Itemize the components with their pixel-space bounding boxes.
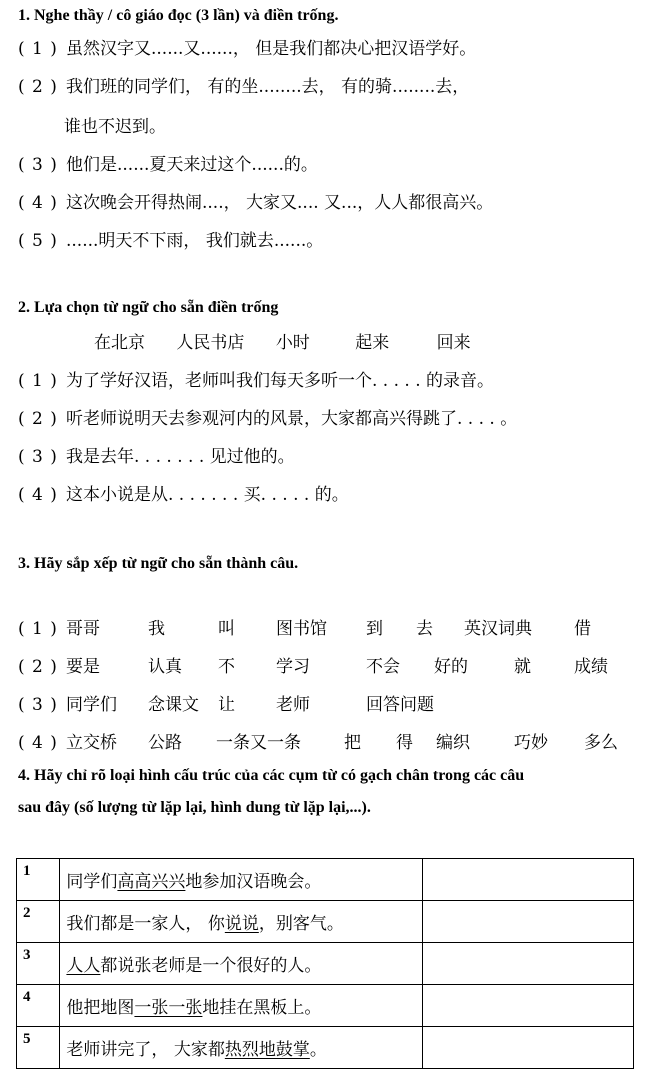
- scrambled-word: 老师: [276, 695, 310, 715]
- answer-cell[interactable]: [422, 943, 633, 985]
- item-text: 我们班的同学们， 有的坐........去， 有的骑........去，: [66, 77, 470, 97]
- section1-item-2-continued: [64, 116, 166, 138]
- scrambled-word: 英汉词典: [464, 619, 532, 639]
- scrambled-word: 图书馆: [276, 619, 327, 639]
- scrambled-word: 不会: [366, 657, 400, 677]
- answer-cell[interactable]: [422, 1027, 633, 1069]
- word-bank-item: 起来: [355, 333, 390, 353]
- section1-item-5: [18, 230, 323, 252]
- sentence-part: 。: [309, 1040, 327, 1060]
- item-number: ( 4 ): [18, 485, 58, 505]
- item-number: ( 1 ): [18, 619, 58, 639]
- scrambled-word: 念课文: [148, 695, 199, 715]
- table-row: [17, 901, 634, 943]
- section4-title-line2: sau đây (số lượng từ lặp lại, hình dung từ lặp lại,...).: [18, 799, 371, 816]
- scrambled-word: 成绩: [574, 657, 608, 677]
- sentence-cell: [60, 943, 423, 985]
- item-text: 谁也不迟到。: [64, 117, 166, 137]
- section3-item-4: [18, 732, 638, 754]
- scrambled-word: 立交桥: [66, 733, 117, 753]
- scrambled-word: 巧妙: [514, 733, 548, 753]
- scrambled-word: 一条又一条: [216, 733, 301, 753]
- table-row: [17, 859, 634, 901]
- exercise-table: [16, 858, 634, 1069]
- scrambled-word: 得: [396, 733, 413, 753]
- section3-item-1: [18, 618, 638, 640]
- item-text: 听老师说明天去参观河内的风景，大家都高兴得跳了. . . . 。: [66, 409, 518, 429]
- sentence-cell: [60, 901, 423, 943]
- row-number: 5: [17, 1027, 60, 1069]
- underlined-phrase: 一张一张: [134, 998, 203, 1018]
- section1-item-3: [18, 154, 318, 176]
- scrambled-word: 借: [574, 619, 591, 639]
- scrambled-word: 公路: [148, 733, 182, 753]
- row-number: 4: [17, 985, 60, 1027]
- item-number: ( 3 ): [18, 155, 58, 175]
- scrambled-word: 不: [218, 657, 235, 677]
- sentence-part: 老师讲完了， 大家都: [66, 1040, 225, 1060]
- sentence-part: 同学们: [66, 872, 118, 892]
- item-number: ( 1 ): [18, 39, 58, 59]
- item-number: ( 1 ): [18, 371, 58, 391]
- word-bank-item: 小时: [275, 333, 310, 353]
- section3-item-2: [18, 656, 638, 678]
- scrambled-word: 要是: [66, 657, 100, 677]
- sentence-part: 地挂在黑板上。: [202, 998, 322, 1018]
- scrambled-word: 哥哥: [66, 619, 100, 639]
- item-text: 这次晚会开得热闹....， 大家又.... 又...，人人都很高兴。: [66, 193, 494, 213]
- scrambled-word: 就: [514, 657, 531, 677]
- item-number: ( 4 ): [18, 193, 58, 213]
- item-number: ( 2 ): [18, 409, 58, 429]
- section3-title: 3. Hãy sắp xếp từ ngữ cho sẵn thành câu.: [18, 555, 299, 572]
- item-text: 为了学好汉语，老师叫我们每天多听一个. . . . . 的录音。: [66, 371, 495, 391]
- item-number: ( 5 ): [18, 231, 58, 251]
- item-text: 他们是......夏天来过这个......的。: [66, 155, 318, 175]
- sentence-part: 他把地图: [66, 998, 135, 1018]
- sentence-part: 地参加汉语晚会。: [185, 872, 322, 892]
- section4-title-line1: 4. Hãy chỉ rõ loại hình cấu trúc của các cụm từ có gạch chân trong các câu: [18, 767, 525, 784]
- section2-title: 2. Lựa chọn từ ngữ cho sẵn điền trống: [18, 299, 279, 316]
- table-row: [17, 943, 634, 985]
- item-text: 我是去年. . . . . . . 见过他的。: [66, 447, 295, 467]
- sentence-cell: [60, 985, 423, 1027]
- word-bank-item: 在北京: [94, 333, 145, 353]
- scrambled-word: 同学们: [66, 695, 117, 715]
- sentence-part: 都说张老师是一个很好的人。: [100, 956, 322, 976]
- section2-item-4: [18, 484, 349, 506]
- item-number: ( 2 ): [18, 657, 58, 677]
- answer-cell[interactable]: [422, 859, 633, 901]
- item-number: ( 3 ): [18, 447, 58, 467]
- sentence-cell: [60, 859, 423, 901]
- section2-item-1: [18, 370, 494, 392]
- item-number: ( 4 ): [18, 733, 58, 753]
- section1-item-1: [18, 38, 476, 60]
- underlined-phrase: 高高兴兴: [117, 872, 186, 892]
- scrambled-word: 多么: [584, 733, 618, 753]
- scrambled-word: 到: [366, 619, 383, 639]
- section1-item-2: [18, 76, 469, 98]
- scrambled-word: 我: [148, 619, 165, 639]
- scrambled-word: 去: [416, 619, 433, 639]
- sentence-part: ，别客气。: [258, 914, 344, 934]
- answer-cell[interactable]: [422, 901, 633, 943]
- item-text: ......明天不下雨， 我们就去......。: [66, 231, 324, 251]
- section2-item-3: [18, 446, 295, 468]
- item-text: 这本小说是从. . . . . . . 买. . . . . 的。: [66, 485, 349, 505]
- table-row: [17, 1027, 634, 1069]
- word-bank-item: 人民书店: [176, 333, 245, 353]
- item-text: 虽然汉字又......又......， 但是我们都决心把汉语学好。: [66, 39, 477, 59]
- word-bank-item: 回来: [436, 333, 471, 353]
- scrambled-word: 认真: [148, 657, 182, 677]
- scrambled-word: 好的: [434, 657, 468, 677]
- section2-item-2: [18, 408, 517, 430]
- underlined-phrase: 说说: [224, 914, 259, 934]
- sentence-cell: [60, 1027, 423, 1069]
- underlined-phrase: 热烈地鼓掌: [224, 1040, 310, 1060]
- item-number: ( 3 ): [18, 695, 58, 715]
- sentence-part: 我们都是一家人， 你: [66, 914, 225, 934]
- answer-cell[interactable]: [422, 985, 633, 1027]
- scrambled-word: 学习: [276, 657, 310, 677]
- row-number: 2: [17, 901, 60, 943]
- section1-item-4: [18, 192, 493, 214]
- section1-title: 1. Nghe thầy / cô giáo đọc (3 lần) và điền trống.: [18, 7, 339, 24]
- scrambled-word: 编织: [436, 733, 470, 753]
- scrambled-word: 把: [344, 733, 361, 753]
- row-number: 1: [17, 859, 60, 901]
- scrambled-word: 回答问题: [366, 695, 434, 715]
- word-bank: [94, 332, 497, 354]
- row-number: 3: [17, 943, 60, 985]
- scrambled-word: 让: [218, 695, 235, 715]
- underlined-phrase: 人人: [66, 956, 101, 976]
- section3-item-3: [18, 694, 638, 716]
- item-number: ( 2 ): [18, 77, 58, 97]
- table-row: [17, 985, 634, 1027]
- scrambled-word: 叫: [218, 619, 235, 639]
